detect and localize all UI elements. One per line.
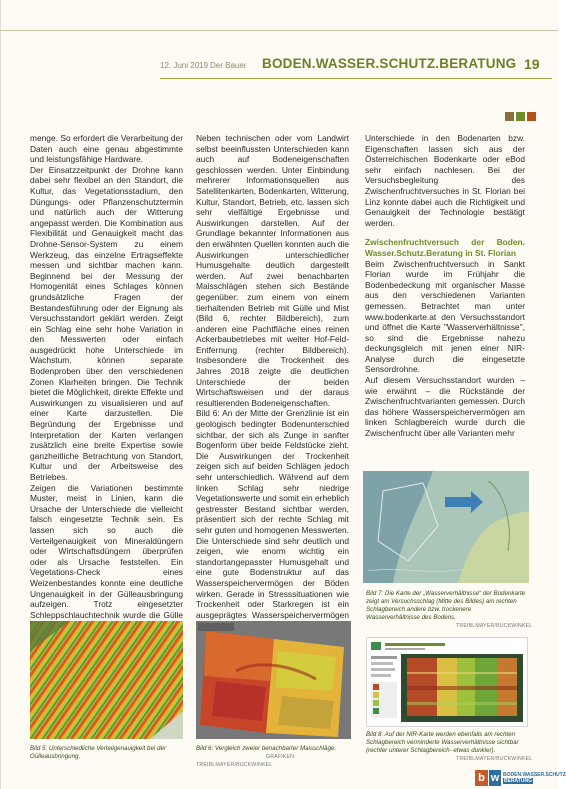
header-publication: Der Bauer	[210, 61, 247, 70]
logo-letter-b: b	[475, 770, 488, 786]
accent-square-brown	[505, 112, 514, 121]
page-number: 19	[524, 56, 540, 72]
caption-text: Bild 7: Die Karte der „Wasserverhältnisse“ der Bodenkarte zeigt am Versuchsschlag (Mitte des Bildes) am rechten Schlagbereich andere bzw. trockenere Wasserverhältnisse des Bodens.	[366, 590, 526, 621]
logo-line-2: BERATUNG	[504, 778, 532, 784]
figure-7-credit	[456, 623, 532, 629]
page-edge	[0, 0, 1, 789]
accent-squares	[505, 112, 536, 121]
header-date: 12. Juni 2019	[160, 61, 209, 70]
header-rule	[160, 78, 552, 79]
caption-text: Bild 8: Auf der NIR-Karte werden ebenfalls am rechten Schlagbereich verminderte Wasserverhältnisse sichtbar (rechter unterer Schlagbereich- etwas dunkler).	[366, 731, 519, 754]
footer-logo	[475, 770, 566, 786]
text-column-2	[196, 133, 349, 631]
header-section-title: BODEN.WASSER.SCHUTZ.BERATUNG	[262, 56, 517, 71]
text-column-1	[30, 133, 183, 642]
logo-line-1: BODEN.WASSER.SCHUTZ	[503, 772, 566, 778]
maize-fields-graphic	[196, 621, 351, 739]
caption-text: Bild 6: Vergleich zweier benachbarter Maisschläge.	[196, 745, 337, 752]
paragraph: Auf diesem Versuchsstandort wurden – wie erwähnt – die Rückstände der Zwischenfruchtvarianten gemessen. Durch das höhere Wasserspeichervermögen am linken Schlagbereich wurde durch die Zwischenfrucht über alle Varianten mehr	[365, 375, 525, 439]
logo-letter-w: w	[490, 772, 500, 784]
figure-6-caption	[196, 745, 351, 769]
slurry-field-graphic	[30, 621, 183, 739]
paragraph: Unterschiede in den Bodenarten bzw. Eigenschaften lassen sich aus der Österreichischen Bodenkarte oder eBod sehr einfach nachlesen. Bei der Versuchsbegleitung des Zwischenfruchtversuches in St. Florian bei Linz konnte dabei auch die Richtigkeit und Genauigkeit der Technologie bestätigt werden.	[365, 133, 525, 228]
paragraph: Bild 6: An der Mitte der Grenzlinie ist ein geologisch bedingter Bodenunterschied sichtbar, der sich als Zunge in sanfter Bogenform über beide Feldstücke zieht. Die Auswirkungen der Trockenheit zeigen sich auf beiden Schlägen jedoch sehr unterschiedlich. Während auf dem linken Schlag sehr niedrige Vegetationswerte und somit ein erheblich gestresster Bestand sichtbar werden, präsentiert sich der rechte Schlag mit sehr guten und homogenen Messwerten. Die Unterschiede sind sehr deutlich und zeigen, wie enorm wichtig ein standortangepasster Humusgehalt und eine gute Bodenstruktur auf das Wasserspeichervermögen der Böden wirken. Gerade in Stresssituationen wie Trockenheit oder Starkregen ist ein ausgeprägtes Wasserspeichervermögen	[196, 408, 349, 620]
credit-text: TREIBLMAYER/BUCKWINKEL	[456, 756, 533, 762]
text-column-3	[365, 133, 525, 439]
figure-6-maize-fields	[196, 621, 351, 739]
credit-text: GRAFIKEN: TREIBLMAYER/BUCKWINKEL	[196, 754, 296, 768]
accent-square-orange	[527, 112, 536, 121]
caption-text: Bild 5: Unterschiedliche Verteilgenauigkeit bei der Gülleausbringung.	[30, 745, 166, 760]
paragraph: Neben technischen oder vom Landwirt selbst beeinflussten Unterschieden kann auch auf Bodeneigenschaften geschlossen werden. Unter Einbindung mehrerer Informationsquellen aus Satellitenkarten, Bodenkarten, Witterung, Kultur, Standort, Betrieb, etc. lassen sich sehr vielfältige Ergebnisse und Auswirkungen darstellen. Auf der Grundlage bekannter Informationen aus den erwähnten Quellen konnten auch die Auswirkungen unterschiedlicher Humusgehalte deutlich dargestellt werden. Auf zwei benachbarten Maisschlägen stehen sich Bestände gegenüber: zum einem von einem tierhaltenden Betrieb mit Gülle und Mist (Bild 6, rechter Bildbereich), zum anderen eine Pachtfläche eines reinen Ackerbaubetriebes mit weiter Hof-Feld-Entfernung (rechter Bildbereich). Insbesondere die Trockenheit des Jahres 2018 zeigte die deutlichen Unterschiede der beiden Wirtschaftsweisen und der daraus resultierenden Bodeneigenschaften.	[196, 133, 349, 408]
logo-text	[503, 772, 566, 784]
paragraph: Beim Zwischenfruchtversuch in Sankt Florian wurde im Frühjahr die Bodenbedeckung mit organischer Masse aus den verschiedenen Varianten gemessen. Betrachtet man unter www.bodenkarte.at den Versuchsstandort und öffnet die Karte "Wasserverhältnisse", so sind die Ergebnisse nahezu deckungsgleich mit jenen einer NIR-Analyse durch die eingesetzte Sensordrohne.	[365, 258, 525, 375]
paragraph: menge. So erfordert die Verarbeitung der Daten auch eine genau abgestimmte und leistungsfähige Hardware.	[30, 133, 183, 165]
page-header	[0, 56, 558, 76]
top-rule	[0, 30, 558, 31]
paragraph: Der Einsatzzeitpunkt der Drohne kann dabei sehr flexibel an den Standort, die Kultur, das Vegetationsstadium, den Düngungs- oder Pflanzenschutztermin und natürlich auch der Witterung angepasst werden. Die Kombination aus Flexibilität und Genauigkeit macht das Drohne-Sensor-System zu einem Werkzeug, das einzelne Ertragseffekte messen und sichtbar machen kann. Beginnend bei der Messung der Homogenität eines Schlages können grundsätzliche Fragen der Bestandesführung oder der Eignung als Versuchsstandort geklärt werden. Zeigt ein Schlag eine sehr hohe Variation in den Messwerten oder einfach ausgedrückt hohe Unterschiede im Wachstum, können separate Bodenproben über den verschiedenen Zonen Klarheiten bringen. Die Technik bietet die Möglichkeit, direkte Effekte und Auswirkungen zu visualisieren und auf einer Karte darzustellen. Die Begründung der Ergebnisse und Interpretation der Karten verlangen zusätzlich eine breite Expertise sowie ganzheitliche Betrachtung von Standort, Kultur und der Arbeitsweise des Betriebes.	[30, 164, 183, 482]
nir-map-graphic	[367, 638, 527, 726]
figure-7-caption	[366, 590, 526, 622]
accent-square-green	[516, 112, 525, 121]
figure-5-slurry-field	[30, 621, 183, 739]
subheading: Zwischenfruchtversuch der Boden. Wasser.Schutz.Beratung in St. Florian	[365, 237, 525, 258]
soil-map-graphic	[363, 471, 529, 583]
figure-5-caption	[30, 745, 183, 761]
figure-8-caption	[366, 731, 526, 755]
figure-7-soil-map	[363, 471, 529, 583]
figure-8-nir-map	[366, 637, 528, 727]
credit-text: TREIBLMAYER/BUCKWINKEL	[456, 623, 533, 629]
figure-8-credit	[456, 756, 532, 762]
paragraph: Zeigen die Variationen bestimmte Muster, meist in Linien, kann die Ursache der Unterschiede die vielleicht falsch eingesetzte Technik sein. Es lassen sich so auch die Verteilgenauigkeit von Mineraldüngern oder Wirtschaftsdüngern überprüfen oder als Ursache feststellen. Ein Vegetations-Check eines Weizenbestandes konnte eine deutliche Ungenauigkeit in der Gülleausbringung aufzeigen. Trotz eingesetzter Schleppschlauchtechnik wurde die Gülle	[30, 482, 183, 620]
